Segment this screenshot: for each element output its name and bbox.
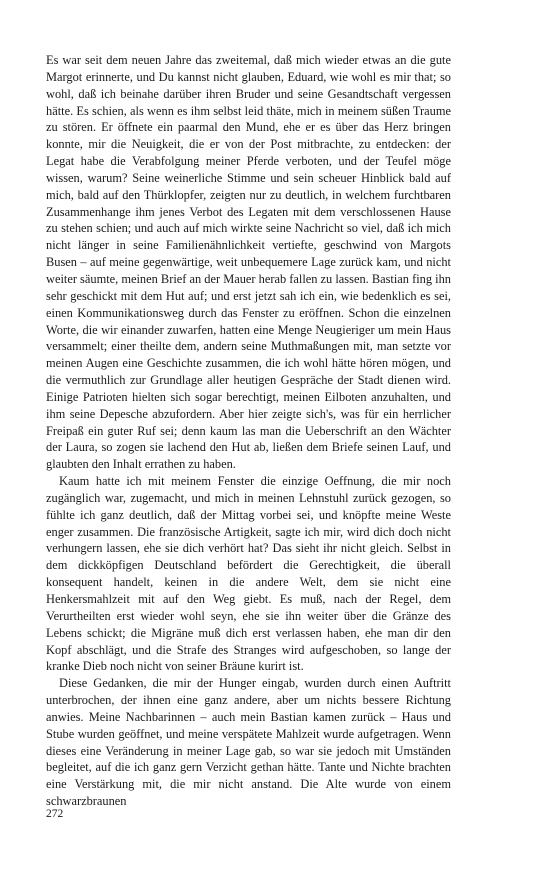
paragraph-1: Es war seit dem neuen Jahre das zweitemal, daß mich wieder etwas an die gute Margot erinnerte, und Du kannst nicht glauben, Eduard, wie wohl es mir that; so wohl, daß ich beinahe darüber ihren Bruder und seine Gesandtschaft vergessen hätte. Es schien, als wenn es ihm selbst leid thäte, mich in meinem süßen Traume zu stören. Er öffnete ein paarmal den Mund, ehe er es über das Herz bringen konnte, mir die Neuigkeit, die er von der Post mitbrachte, zu entdecken: der Legat habe die Verabfolgung meiner Pferde verboten, und der Teufel möge wissen, warum? Seine weinerliche Stimme und sein scheuer Hinblick bald auf mich, bald auf den Thürklopfer, zeigten nur zu deutlich, in welchem furchtbaren Zusammenhange ihm jenes Verbot des Legaten mit dem verschlossenen Hause zu stehen schien; und auch auf mich wirkte seine Nachricht so viel, daß ich mich nicht länger in seine Familienähnlichkeit vertiefte, geschwind von Margots Busen – auf meine gegenwärtige, weit unbequemere Lage zurück kam, und nicht weiter säumte, meinen Brief an der Mauer herab fallen zu lassen. Bastian fing ihn sehr geschickt mit dem Hut auf; und erst jetzt sah ich ein, wie bedenklich es sei, einen Kommunikationsweg durch das Fenster zu eröffnen. Schon die einzelnen Worte, die wir einander zuwarfen, hatten eine Menge Neugieriger um mein Haus versammelt; einer theilte dem, andern seine Muthmaßungen mit, man setzte vor meinen Augen eine Geschichte zusammen, die ich wohl hätte hören mögen, und die vermuthlich zur Grundlage aller heutigen Gespräche der Stadt dienen wird. Einige Patrioten hielten sich sogar berechtigt, meinen Eilboten anzuhalten, und ihm seine Depesche abzufordern. Aber hier zeigte sich's, was für ein herrlicher Freipaß ein guter Ruf sei; denn kaum las man die Ueberschrift an den Wächter der Laura, so zogen sie lachend den Hut ab, ließen dem Briefe seinen Lauf, und glaubten den Inhalt errathen zu haben. (46, 53, 451, 472)
body-text (46, 52, 451, 810)
paragraph-2: Kaum hatte ich mit meinem Fenster die einzige Oeffnung, die mir noch zugänglich war, zugemacht, und mich in meinen Lehnstuhl zurück gezogen, so fühlte ich ganz deutlich, daß der Mittag vorbei sei, und knöpfte meine Weste enger zusammen. Die französische Artigkeit, sagte ich mir, wird dich doch nicht verhungern lassen, ehe sie dich verhört hat? Das sieht ihr nicht gleich. Selbst in dem dickköpfigen Deutschland befördert die Gerechtigkeit, die überall konsequent handelt, keinen in die andere Welt, dem sie nicht eine Henkersmahlzeit mit auf den Weg giebt. Es muß, nach der Regel, dem Verurtheilten erst wieder wohl seyn, ehe sie ihn weiter über die Gränze des Lebens schickt; die Migräne muß dich erst verlassen haben, ehe man dir den Kopf abschlägt, und die Strafe des Stranges wird aufgeschoben, so lange der kranke Dieb noch nicht von seiner Bräune kurirt ist. (46, 474, 451, 674)
paragraph-3: Diese Gedanken, die mir der Hunger eingab, wurden durch einen Auftritt unterbrochen, der ihnen eine ganz andere, aber um nichts bessere Richtung anwies. Meine Nachbarinnen – auch mein Bastian kamen zurück – Haus und Stube wurden geöffnet, und meine verspätete Mahlzeit wurde aufgetragen. Wenn dieses eine Veränderung in meiner Lage gab, so war sie jedoch mit Umständen begleitet, auf die ich ganz gern Verzicht gethan hätte. Tante und Nichte brachten eine Verstärkung mit, die mir nicht anstand. Die Alte wurde von einem schwarzbraunen (46, 676, 451, 809)
page-number: 272 (46, 808, 64, 820)
